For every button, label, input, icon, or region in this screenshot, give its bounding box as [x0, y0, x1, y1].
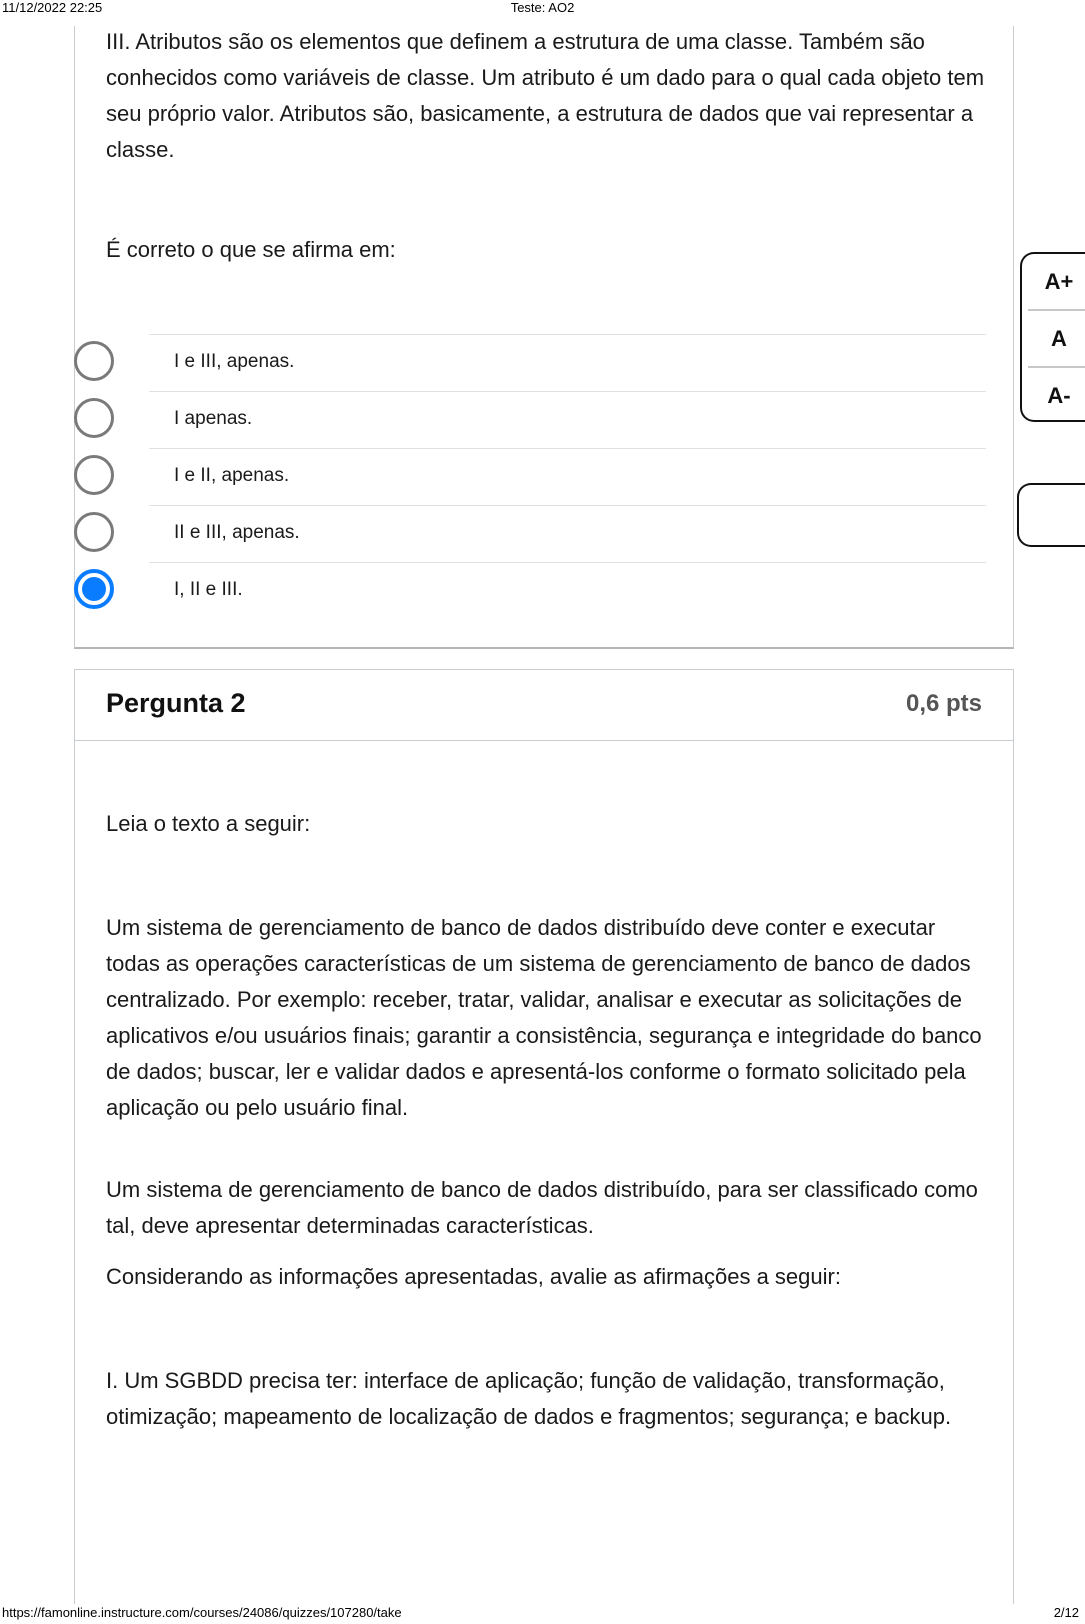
- font-size-panel: [1020, 252, 1085, 422]
- answer-option-4[interactable]: [149, 505, 986, 562]
- radio-unselected-icon[interactable]: [74, 512, 114, 552]
- font-normal-button[interactable]: A: [1028, 309, 1085, 366]
- context-paragraph-3: Considerando as informações apresentadas, avalie as afirmações a seguir:: [106, 1264, 841, 1289]
- context-paragraph-1: Um sistema de gerenciamento de banco de dados distribuído deve conter e executar todas as operações características de um sistema de gerenciamento de banco de dados centralizado. Por exemplo: receber, tratar, validar, analisar e executar as solicitações de aplicativos e/ou usuários finais; garantir a consistência, segurança e integridade do banco de dados; buscar, ler e validar dados e apresentá-los conforme o formato solicitado pela aplicação ou pelo usuário final.: [106, 915, 982, 1120]
- answer-option-5[interactable]: [149, 562, 986, 619]
- print-title: Teste: AO2: [510, 0, 575, 15]
- answer-option-1[interactable]: [149, 334, 986, 391]
- answer-list: [101, 334, 986, 619]
- answer-label: I apenas.: [174, 408, 253, 429]
- question-intro: Leia o texto a seguir:: [106, 811, 311, 836]
- radio-unselected-icon[interactable]: [74, 455, 114, 495]
- answer-label: I, II e III.: [174, 579, 243, 600]
- question-points: 0,6 pts: [905, 690, 982, 717]
- question-1-card: [74, 26, 1014, 649]
- answer-option-2[interactable]: [149, 391, 986, 448]
- statement-i: I. Um SGBDD precisa ter: interface de aplicação; função de validação, transformação, otimização; mapeamento de localização de dados e fragmentos; segurança; e backup.: [106, 1368, 952, 1429]
- print-header: [0, 0, 1085, 16]
- radio-unselected-icon[interactable]: [74, 398, 114, 438]
- question-2-card: [74, 669, 1014, 1604]
- print-datetime: 11/12/2022 22:25: [2, 0, 103, 15]
- answer-option-3[interactable]: [149, 448, 986, 505]
- side-toggle-button[interactable]: [1017, 483, 1085, 547]
- answer-label: II e III, apenas.: [174, 522, 300, 543]
- print-url: https://famonline.instructure.com/courses/24086/quizzes/107280/take: [2, 1605, 402, 1620]
- print-footer: [0, 1604, 1085, 1624]
- font-decrease-button[interactable]: A-: [1028, 366, 1085, 423]
- answer-label: I e II, apenas.: [174, 465, 290, 486]
- statement-iii: III. Atributos são os elementos que definem a estrutura de uma classe. Também são conhecidos como variáveis de classe. Um atributo é um dado para o qual cada objeto tem seu próprio valor. Atributos são, basicamente, a estrutura de dados que vai representar a classe.: [106, 29, 985, 162]
- page-number: 2/12: [1053, 1605, 1079, 1620]
- radio-selected-icon[interactable]: [74, 569, 114, 609]
- context-paragraph-2: Um sistema de gerenciamento de banco de dados distribuído, para ser classificado como tal, deve apresentar determinadas características.: [106, 1177, 978, 1238]
- question-title: Pergunta 2: [106, 688, 246, 718]
- question-2-header: [75, 670, 1013, 741]
- answer-label: I e III, apenas.: [174, 351, 295, 372]
- radio-unselected-icon[interactable]: [74, 341, 114, 381]
- font-increase-button[interactable]: A+: [1044, 268, 1074, 294]
- question-prompt: É correto o que se afirma em:: [106, 237, 396, 262]
